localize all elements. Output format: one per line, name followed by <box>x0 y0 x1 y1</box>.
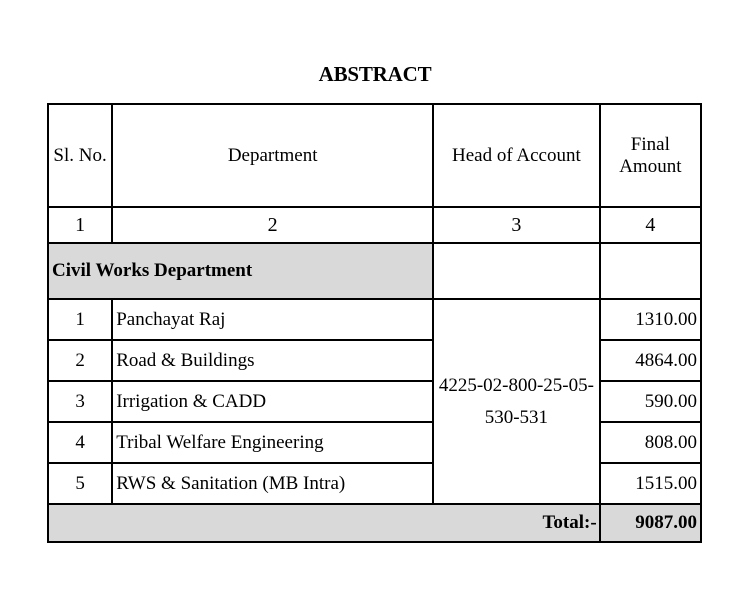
row-sl-no: 4 <box>48 422 112 463</box>
row-sl-no: 2 <box>48 340 112 381</box>
column-number: 3 <box>433 207 600 243</box>
table-header-row <box>48 104 701 207</box>
table-row <box>48 340 701 381</box>
row-department: Irrigation & CADD <box>112 381 433 422</box>
row-sl-no: 5 <box>48 463 112 504</box>
section-row <box>48 243 701 299</box>
table-row <box>48 463 701 504</box>
column-header-head-of-account: Head of Account <box>433 104 600 207</box>
head-of-account-value: 4225-02-800-25-05-530-531 <box>433 299 600 504</box>
table-row <box>48 422 701 463</box>
total-row <box>48 504 701 542</box>
row-department: Road & Buildings <box>112 340 433 381</box>
section-empty-cell <box>600 243 701 299</box>
table-row <box>48 299 701 340</box>
abstract-table <box>47 103 702 543</box>
row-sl-no: 3 <box>48 381 112 422</box>
row-department: Panchayat Raj <box>112 299 433 340</box>
column-number: 4 <box>600 207 701 243</box>
row-sl-no: 1 <box>48 299 112 340</box>
section-label: Civil Works Department <box>48 243 433 299</box>
column-number: 2 <box>112 207 433 243</box>
column-header-sl-no: Sl. No. <box>48 104 112 207</box>
column-number: 1 <box>48 207 112 243</box>
column-header-department: Department <box>112 104 433 207</box>
total-label: Total:- <box>48 504 600 542</box>
row-amount: 1515.00 <box>600 463 701 504</box>
table-row <box>48 381 701 422</box>
page-title: ABSTRACT <box>318 62 432 86</box>
row-amount: 808.00 <box>600 422 701 463</box>
column-header-final-amount: Final Amount <box>600 104 701 207</box>
row-amount: 4864.00 <box>600 340 701 381</box>
row-department: RWS & Sanitation (MB Intra) <box>112 463 433 504</box>
section-empty-cell <box>433 243 600 299</box>
column-number-row <box>48 207 701 243</box>
row-amount: 1310.00 <box>600 299 701 340</box>
row-amount: 590.00 <box>600 381 701 422</box>
row-department: Tribal Welfare Engineering <box>112 422 433 463</box>
total-amount: 9087.00 <box>600 504 701 542</box>
